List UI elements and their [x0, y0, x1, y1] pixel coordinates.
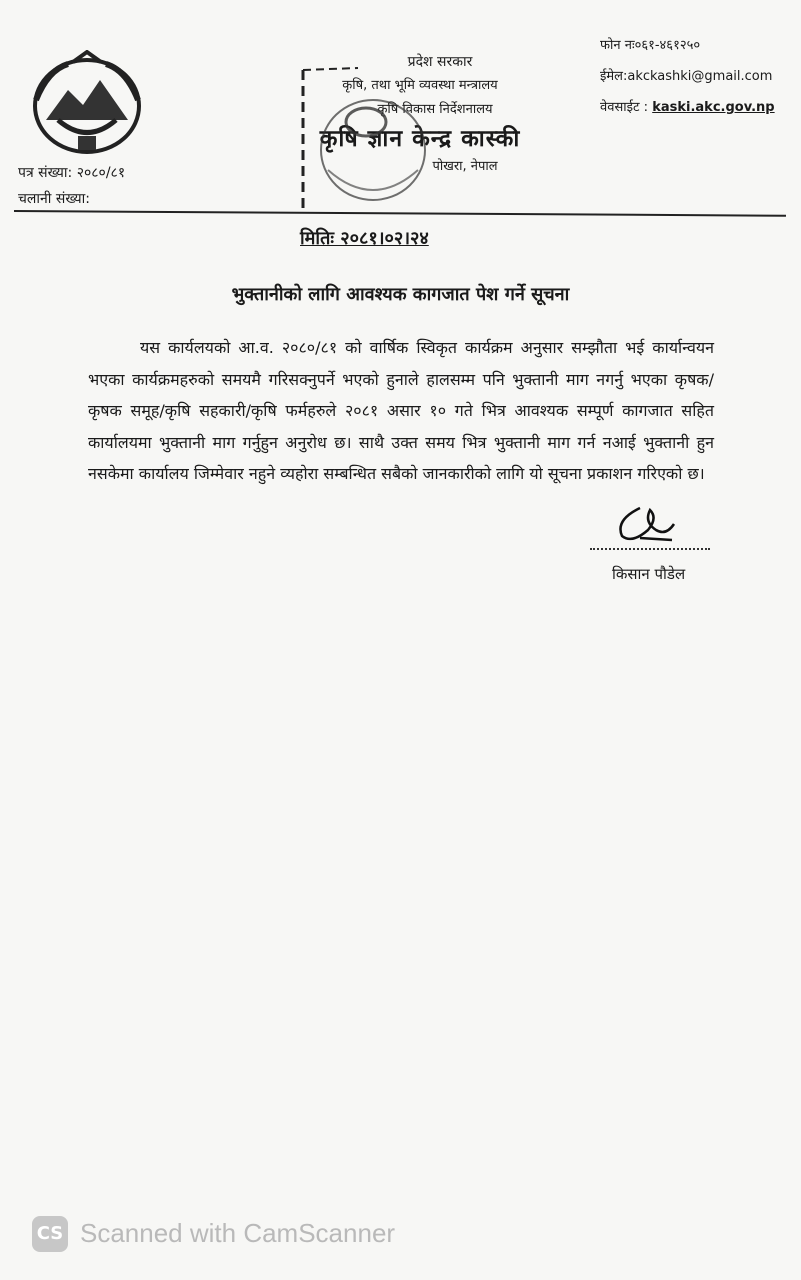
reference-block	[18, 160, 125, 212]
letterhead-line3: कृषि विकास निर्देशनालय	[377, 102, 493, 117]
signer-name: किसान पौडेल	[612, 565, 686, 583]
office-name: कृषि ज्ञान केन्द्र कास्की	[319, 126, 521, 152]
phone-number: फोन नः०६१-४६१२५०	[600, 38, 701, 53]
office-stamp-icon	[298, 60, 438, 220]
letter-date: मितिः २०८१।०२।२४	[300, 228, 429, 249]
nepal-emblem-icon	[28, 50, 146, 158]
notice-body: यस कार्यलयको आ.व. २०८०/८१ को वार्षिक स्विकृत कार्यक्रम अनुसार सम्झौता भई कार्यान्वयन भएका कार्यक्रमहरुको समयमै गरिसक्नुपर्ने भएको हुनाले हालसम्म पनि भुक्तानी माग नगर्नु भएका कृषक/कृषक समूह/कृषि सहकारी/कृषि फर्महरुले २०८१ असार १० गते भित्र आवश्यक सम्पूर्ण कागजात सहित कार्यालयमा भुक्तानी माग गर्नुहुन अनुरोध छ। साथै उक्त समय भित्र भुक्तानी माग गर्न नआई भुक्तानी हुन नसकेमा कार्यालय जिम्मेवार नहुने व्यहोरा सम्बन्धित सबैको जानकारीको लागि यो सूचना प्रकाशन गरिएको छ।	[88, 338, 714, 483]
contact-block	[600, 30, 775, 123]
notice-subject: भुक्तानीको लागि आवश्यक कागजात पेश गर्ने सूचना	[231, 284, 570, 305]
signature-line	[590, 548, 710, 550]
signature-icon	[610, 500, 680, 545]
website-label: वेवसाईट :	[600, 100, 653, 115]
letterhead-line2: कृषि, तथा भूमि व्यवस्था मन्त्रालय	[342, 78, 498, 93]
website-link[interactable]: kaski.akc.gov.np	[652, 100, 775, 115]
patra-sankhya: पत्र संख्या: २०८०/८१	[18, 165, 126, 181]
office-location: पोखरा, नेपाल	[432, 159, 498, 174]
website-line	[600, 92, 775, 123]
chalani-sankhya: चलानी संख्या:	[18, 191, 90, 207]
letterhead-line1: प्रदेश सरकार	[407, 54, 473, 70]
camscanner-logo-icon: CS	[32, 1216, 68, 1252]
email-address: ईमेल:akckashki@gmail.com	[600, 69, 773, 84]
camscanner-watermark: Scanned with CamScanner	[80, 1218, 396, 1248]
